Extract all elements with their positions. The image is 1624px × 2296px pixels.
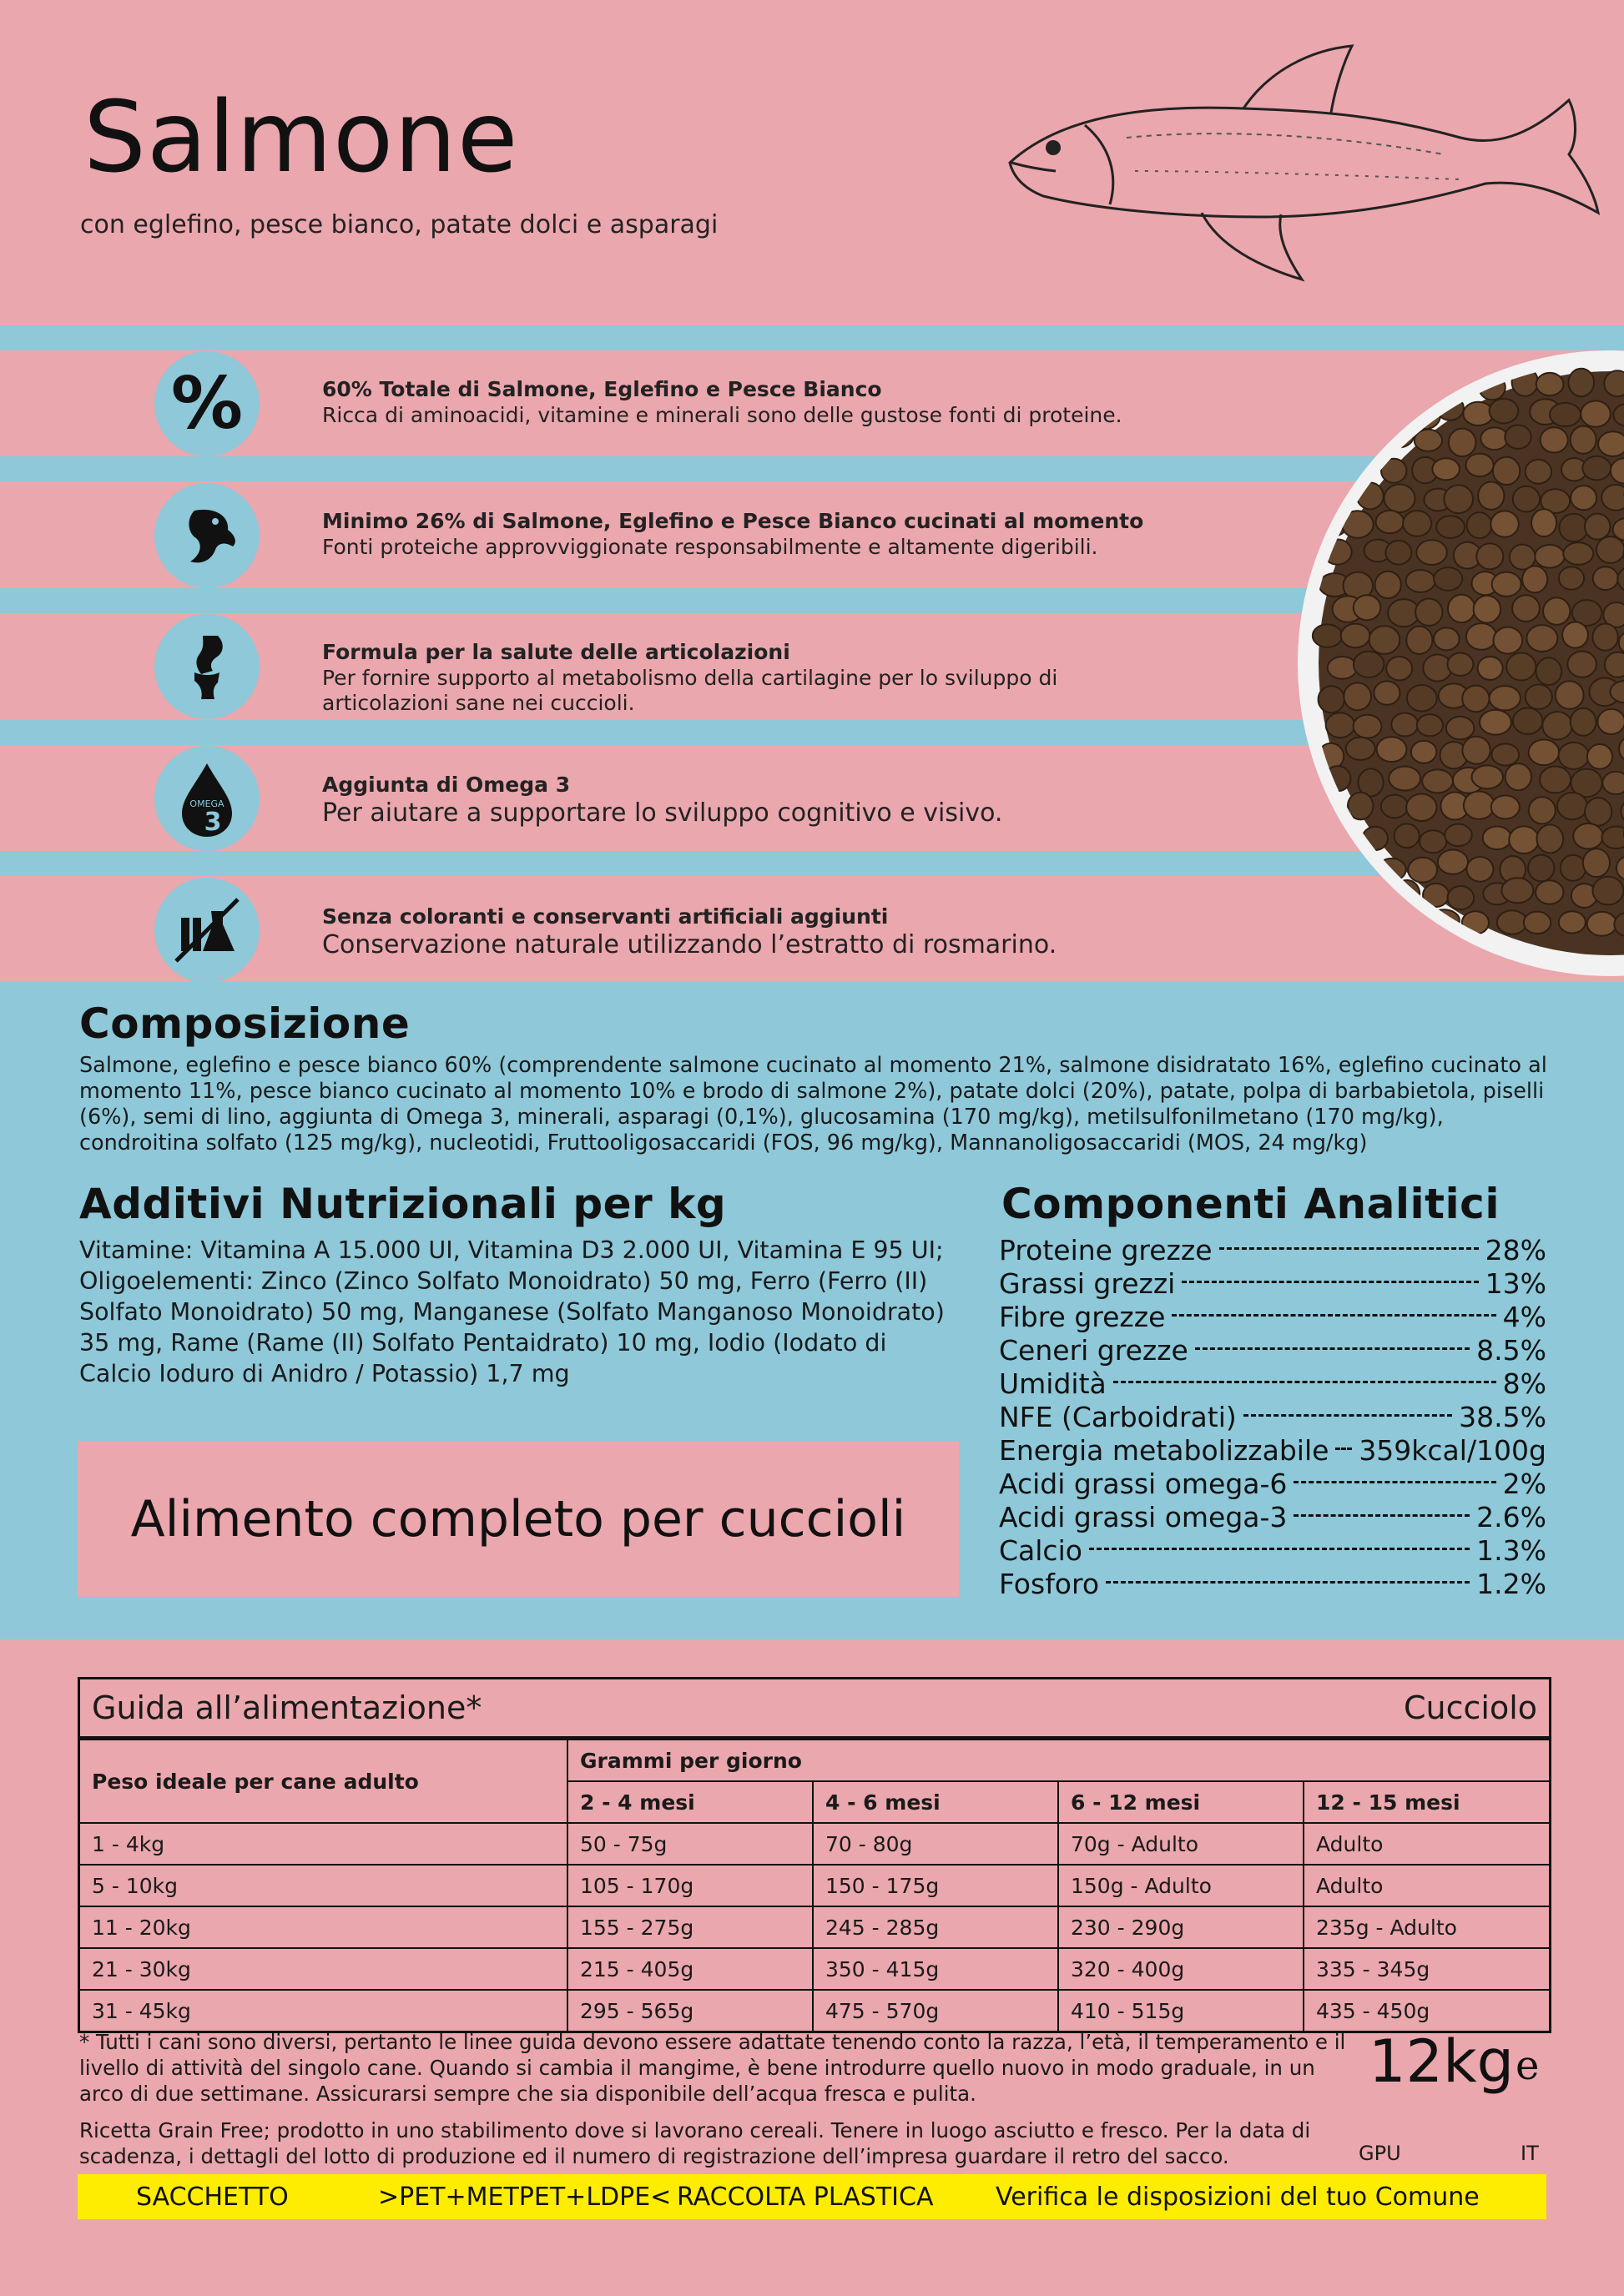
table-cell: 475 - 570g (813, 1990, 1058, 2031)
analytics-row: Grassi grezzi 13% (999, 1266, 1546, 1300)
kibble-piece (1445, 824, 1472, 846)
kibble-piece (1326, 712, 1354, 738)
country-code: IT (1521, 2142, 1539, 2165)
feature-text: Per fornire supporto al metabolismo della cartilagine per lo sviluppo di articolazioni sane nei cuccioli. (322, 666, 1058, 715)
kibble-piece (1329, 373, 1355, 396)
kibble-piece (1449, 429, 1476, 456)
additives-title: Additivi Nutrizionali per kg (79, 1180, 727, 1228)
gpu-code: GPU (1359, 2142, 1401, 2165)
analytics-row: Ceneri grezze 8.5% (999, 1333, 1546, 1367)
kibble-piece (1346, 738, 1375, 760)
feature-text: Fonti proteiche approvviggionate responsabilmente e altamente digeribili. (322, 535, 1098, 559)
kibble-piece (1319, 686, 1344, 712)
kibble-piece (1448, 886, 1475, 909)
kibble-piece (1531, 509, 1556, 536)
kibble-piece (1478, 657, 1503, 680)
storage-note: Ricetta Grain Free; prodotto in uno stabilimento dove si lavorano cereali. Tenere in luogo asciutto e fresco. Per la data di scadenza, i dettagli del lotto di produzione ed il numero di registrazione dell’impresa guardare il retro del sacco. (79, 2118, 1311, 2168)
kibble-piece (1436, 516, 1465, 538)
kibble-piece (1535, 545, 1565, 568)
feature-heading: Minimo 26% di Salmone, Eglefino e Pesce Bianco cucinati al momento (322, 509, 1144, 533)
analytics-row: Fibre grezze 4% (999, 1300, 1546, 1333)
table-cell: 335 - 345g (1304, 1948, 1549, 1990)
fish-icon (154, 483, 260, 588)
kibble-piece (1522, 566, 1547, 592)
kibble-piece (1543, 597, 1570, 624)
kibble-piece (1375, 571, 1401, 598)
table-cell: 410 - 515g (1058, 1990, 1304, 2031)
kibble-piece (1391, 712, 1418, 736)
kibble-piece (1583, 848, 1610, 877)
complete-food-label: Alimento completo per cuccioli (78, 1441, 959, 1597)
kibble-piece (1310, 849, 1340, 877)
kibble-piece (1506, 653, 1536, 681)
net-weight: 12kg (1369, 2027, 1515, 2096)
kibble-piece (1585, 798, 1611, 825)
feeding-guide-header (80, 1679, 1549, 1739)
omega-drop-icon (154, 746, 260, 851)
grams-column-header: Grammi per giorno (567, 1740, 1549, 1781)
kibble-piece (1444, 485, 1473, 513)
table-cell: 21 - 30kg (80, 1948, 567, 1990)
kibble-piece (1581, 400, 1611, 426)
kibble-piece (1528, 855, 1554, 882)
kibble-piece (1541, 427, 1568, 452)
kibble-piece (1587, 744, 1612, 769)
feature-text: Conservazione naturale utilizzando l’estratto di rosmarino. (322, 930, 1057, 959)
table-cell: 320 - 400g (1058, 1948, 1304, 1990)
analytics-row: Proteine grezze 28% (999, 1233, 1546, 1266)
kibble-piece (1573, 823, 1603, 848)
kibble-piece (1341, 624, 1370, 648)
kibble-piece (1601, 826, 1624, 848)
kibble-piece (1491, 795, 1520, 818)
kibble-piece (1313, 624, 1342, 647)
feeding-guide-table (78, 1677, 1551, 2033)
table-row (80, 1990, 1549, 2031)
kibble-piece (1505, 763, 1531, 790)
age-column-header: 2 - 4 mesi (567, 1781, 813, 1823)
svg-text:OMEGA: OMEGA (189, 798, 224, 809)
kibble-piece (1480, 710, 1511, 735)
kibble-piece (1601, 485, 1624, 511)
table-cell: 70g - Adulto (1058, 1823, 1304, 1865)
kibble-piece (1377, 737, 1407, 762)
kibble-piece (1563, 542, 1593, 565)
feature-text: Ricca di aminoacidi, vitamine e minerali sono delle gustose fonti di proteine. (322, 403, 1122, 427)
kibble-piece (1389, 767, 1420, 791)
estimated-sign-icon: e (1516, 2042, 1540, 2089)
feature-heading: Aggiunta di Omega 3 (322, 773, 571, 797)
kibble-piece (1536, 373, 1564, 395)
kibble-piece (1354, 652, 1384, 677)
kibble-piece (1358, 425, 1384, 451)
kibble-piece (1349, 400, 1378, 423)
kibble-piece (1571, 486, 1596, 510)
kibble-piece (1493, 457, 1520, 485)
kibble-piece (1432, 458, 1460, 480)
kibble-piece (1604, 370, 1624, 396)
kibble-piece (1417, 714, 1443, 736)
kibble-piece (1313, 453, 1344, 478)
kibble-piece (1536, 825, 1563, 853)
kibble-piece (1526, 684, 1552, 709)
kibble-piece (1490, 399, 1519, 424)
table-cell: Adulto (1304, 1865, 1549, 1906)
feature-heading: Formula per la salute delle articolazioni (322, 640, 790, 664)
kibble-piece (1536, 657, 1562, 685)
kibble-piece (1490, 511, 1518, 536)
table-cell: 150 - 175g (813, 1865, 1058, 1906)
kibble-piece (1513, 707, 1543, 733)
kibble-piece (1386, 657, 1412, 680)
product-title: Salmone (83, 79, 519, 194)
analytics-list (999, 1233, 1546, 1600)
table-cell: 31 - 45kg (80, 1990, 567, 2031)
kibble-piece (1466, 857, 1493, 882)
kibble-piece (1464, 792, 1495, 819)
kibble-piece (1339, 853, 1367, 879)
kibble-piece (1602, 772, 1624, 794)
kibble-piece (1559, 911, 1586, 933)
kibble-piece (1354, 595, 1381, 620)
table-cell: 245 - 285g (813, 1906, 1058, 1948)
kibble-piece (1406, 793, 1436, 820)
kibble-piece (1462, 737, 1490, 764)
kibble-piece (1422, 769, 1453, 793)
table-row (80, 1948, 1549, 1990)
table-cell: 1 - 4kg (80, 1823, 567, 1865)
kibble-piece (1598, 431, 1624, 456)
composition-title: Composizione (79, 999, 411, 1048)
kibble-piece (1415, 599, 1442, 626)
table-cell: 50 - 75g (567, 1823, 813, 1865)
kibble-piece (1526, 625, 1557, 652)
kibble-piece (1416, 372, 1442, 397)
kibble-piece (1406, 627, 1432, 654)
kibble-piece (1480, 427, 1508, 450)
kibble-piece (1562, 622, 1588, 648)
kibble-piece (1434, 567, 1462, 591)
kibble-piece (1463, 402, 1493, 425)
kibble-piece (1466, 623, 1496, 650)
kibble-piece (1403, 511, 1431, 536)
kibble-piece (1526, 460, 1551, 484)
age-column-header: 4 - 6 mesi (813, 1781, 1058, 1823)
kibble-piece (1497, 910, 1527, 934)
table-cell: 215 - 405g (567, 1948, 813, 1990)
weight-column-header: Peso ideale per cane adulto (80, 1740, 567, 1823)
kibble-piece (1597, 709, 1624, 734)
kibble-piece (1408, 858, 1437, 883)
table-cell: 11 - 20kg (80, 1906, 567, 1948)
kibble-piece (1346, 914, 1373, 937)
table-cell: 150g - Adulto (1058, 1865, 1304, 1906)
kibble-piece (1467, 512, 1492, 538)
kibble-piece (1320, 398, 1349, 423)
kibble-piece (1369, 626, 1400, 654)
kibble-piece (1447, 653, 1473, 676)
no-additives-icon (154, 878, 260, 983)
kibble-piece (1462, 686, 1489, 712)
recycling-collection: RACCOLTA PLASTICA (677, 2183, 934, 2212)
kibble-piece (1490, 686, 1521, 710)
analytics-title: Componenti Analitici (1001, 1180, 1500, 1228)
age-column-header: 6 - 12 mesi (1058, 1781, 1304, 1823)
kibble-piece (1491, 743, 1519, 765)
kibble-piece (1465, 454, 1493, 476)
kibble-piece (1374, 681, 1400, 704)
kibble-piece (1592, 624, 1617, 651)
kibble-piece (1325, 884, 1352, 907)
percent-icon: % (154, 351, 260, 456)
table-cell: 230 - 290g (1058, 1906, 1304, 1948)
kibble-piece (1406, 570, 1435, 592)
feature-heading: Senza coloranti e conservanti artificiali aggiunti (322, 904, 889, 929)
kibble-piece (1411, 741, 1437, 763)
analytics-row: NFE (Carboidrati) 38.5% (999, 1400, 1546, 1433)
table-cell: 70 - 80g (813, 1823, 1058, 1865)
kibble-piece (1571, 708, 1596, 736)
feature-heading: 60% Totale di Salmone, Eglefino e Pesce Bianco (322, 377, 882, 401)
table-cell: Adulto (1304, 1823, 1549, 1865)
feeding-guide-stage: Cucciolo (1403, 1689, 1537, 1726)
table-cell: 350 - 415g (813, 1948, 1058, 1990)
kibble-piece (1593, 566, 1618, 590)
kibble-piece (1561, 855, 1586, 881)
additives-text: Vitamine: Vitamina A 15.000 UI, Vitamina D3 2.000 UI, Vitamina E 95 UI; Oligoelementi: Zinco (Zinco Solfato Monoidrato) 50 mg, Ferro (Ferro (II) Solfato Monoidrato) 50 mg, Manganese (Solfato Manganoso Monoidrato) 35 mg, Rame (Rame (II) Solfato Pentaidrato) 10 mg, Iodio (Iodato di Calcio Ioduro di Anidro / Potassio) 1,7 mg (79, 1236, 945, 1387)
kibble-piece (1513, 486, 1540, 512)
kibble-piece (1319, 912, 1350, 939)
joint-icon (154, 614, 260, 719)
recycling-material: >PET+METPET+LDPE< (378, 2183, 672, 2212)
kibble-piece (1363, 880, 1389, 903)
table-row (80, 1865, 1549, 1906)
kibble-piece (1529, 739, 1560, 765)
kibble-piece (1395, 823, 1420, 848)
kibble-piece (1559, 743, 1589, 769)
salmon-illustration (993, 38, 1611, 313)
kibble-piece (1501, 878, 1533, 903)
feeding-footnote: * Tutti i cani sono diversi, pertanto le linee guida devono essere adattate tenendo conto la razza, l’età, il temperamento e il livello di attività del singolo cane. Quando si cambia il mangime, è bene introdurre quello nuovo in modo graduale, in un arco di due settimane. Assicurarsi sempre che sia disponibile dell’acqua fresca e pulita. (79, 2030, 1346, 2106)
analytics-row: Calcio 1.3% (999, 1533, 1546, 1567)
kibble-piece (1416, 540, 1447, 565)
table-row (80, 1906, 1549, 1948)
kibble-piece (1567, 652, 1596, 677)
kibble-piece (1385, 375, 1415, 398)
kibble-piece (1478, 482, 1504, 510)
kibble-piece (1585, 514, 1611, 540)
kibble-piece (1559, 566, 1584, 589)
stripe-divider (0, 325, 1624, 350)
recycling-advice: Verifica le disposizioni del tuo Comune (996, 2183, 1480, 2212)
kibble-bowl-illustration (1294, 350, 1624, 976)
feeding-guide-title: Guida all’alimentazione* (92, 1689, 482, 1726)
table-cell: 435 - 450g (1304, 1990, 1549, 2031)
kibble-piece (1407, 685, 1437, 712)
kibble-piece (1540, 767, 1571, 793)
kibble-piece (1381, 795, 1408, 818)
kibble-piece (1557, 793, 1587, 819)
recycling-bar (78, 2174, 1546, 2219)
kibble-piece (1505, 425, 1531, 448)
kibble-piece (1434, 627, 1460, 650)
table-cell: 295 - 565g (567, 1990, 813, 2031)
kibble-piece (1420, 830, 1446, 853)
kibble-piece (1375, 906, 1407, 934)
kibble-piece (1384, 484, 1415, 512)
kibble-piece (1329, 425, 1356, 450)
composition-text: Salmone, eglefino e pesce bianco 60% (comprendente salmone cucinato al momento 21%, salmone disidratato 16%, eglefino cucinato al momento 11%, pesce bianco cucinato al momento 10% e brodo di salmone 2%), patate dolci (20%), patate, polpa di barbabietola, piselli (6%), semi di lino, aggiunta di Omega 3, minerali, asparagi (0,1%), glucosamina (170 mg/kg), metilsulfonilmetano (170 mg/kg), condroitina solfato (125 mg/kg), nucleotidi, Fruttooligosaccaridi (FOS, 96 mg/kg), Mannanoligosaccaridi (MOS, 24 mg/kg) (79, 1053, 1547, 1156)
kibble-piece (1446, 717, 1475, 739)
kibble-piece (1344, 682, 1371, 710)
kibble-piece (1448, 595, 1475, 622)
kibble-piece (1556, 681, 1584, 709)
analytics-row: Fosforo 1.2% (999, 1567, 1546, 1600)
kibble-piece (1328, 657, 1357, 679)
kibble-piece (1524, 912, 1551, 934)
kibble-piece (1476, 543, 1503, 569)
kibble-piece (1376, 511, 1405, 533)
kibble-piece (1385, 541, 1411, 565)
kibble-piece (1542, 712, 1572, 739)
table-row (80, 1823, 1549, 1865)
kibble-piece (1536, 880, 1563, 904)
kibble-piece (1582, 456, 1611, 481)
kibble-piece (1492, 572, 1521, 597)
kibble-piece (1529, 797, 1556, 823)
kibble-piece (1571, 426, 1596, 454)
svg-text:3: 3 (204, 808, 222, 837)
kibble-piece (1550, 403, 1581, 426)
age-column-header: 12 - 15 mesi (1304, 1781, 1549, 1823)
analytics-row: Energia metabolizzabile 359kcal/100g (999, 1433, 1546, 1467)
kibble-piece (1415, 430, 1442, 451)
product-subtitle: con eglefino, pesce bianco, patate dolci e asparagi (80, 210, 719, 239)
analytics-row: Umidità 8% (999, 1367, 1546, 1400)
kibble-piece (1587, 912, 1616, 936)
kibble-piece (1357, 367, 1388, 393)
kibble-piece (1605, 652, 1624, 677)
kibble-piece (1512, 595, 1540, 622)
recycling-packaging: SACCHETTO (136, 2183, 289, 2212)
kibble-piece (1509, 826, 1539, 853)
kibble-piece (1379, 395, 1405, 422)
analytics-row: Acidi grassi omega-3 2.6% (999, 1500, 1546, 1533)
table-cell: 5 - 10kg (80, 1865, 567, 1906)
kibble-piece (1568, 369, 1594, 396)
kibble-piece (1474, 596, 1501, 623)
kibble-piece (1559, 514, 1588, 541)
kibble-piece (1483, 826, 1511, 849)
kibble-piece (1493, 627, 1522, 654)
kibble-piece (1472, 765, 1503, 788)
table-cell: 235g - Adulto (1304, 1906, 1549, 1948)
kibble-piece (1596, 536, 1624, 563)
table-cell: 105 - 170g (567, 1865, 813, 1906)
kibble-piece (1438, 850, 1468, 874)
kibble-piece (1592, 877, 1623, 905)
kibble-piece (1354, 715, 1382, 738)
feature-text: Per aiutare a supportare lo sviluppo cognitivo e visivo. (322, 798, 1003, 828)
table-cell: 155 - 275g (567, 1906, 813, 1948)
analytics-row: Acidi grassi omega-6 2% (999, 1467, 1546, 1500)
